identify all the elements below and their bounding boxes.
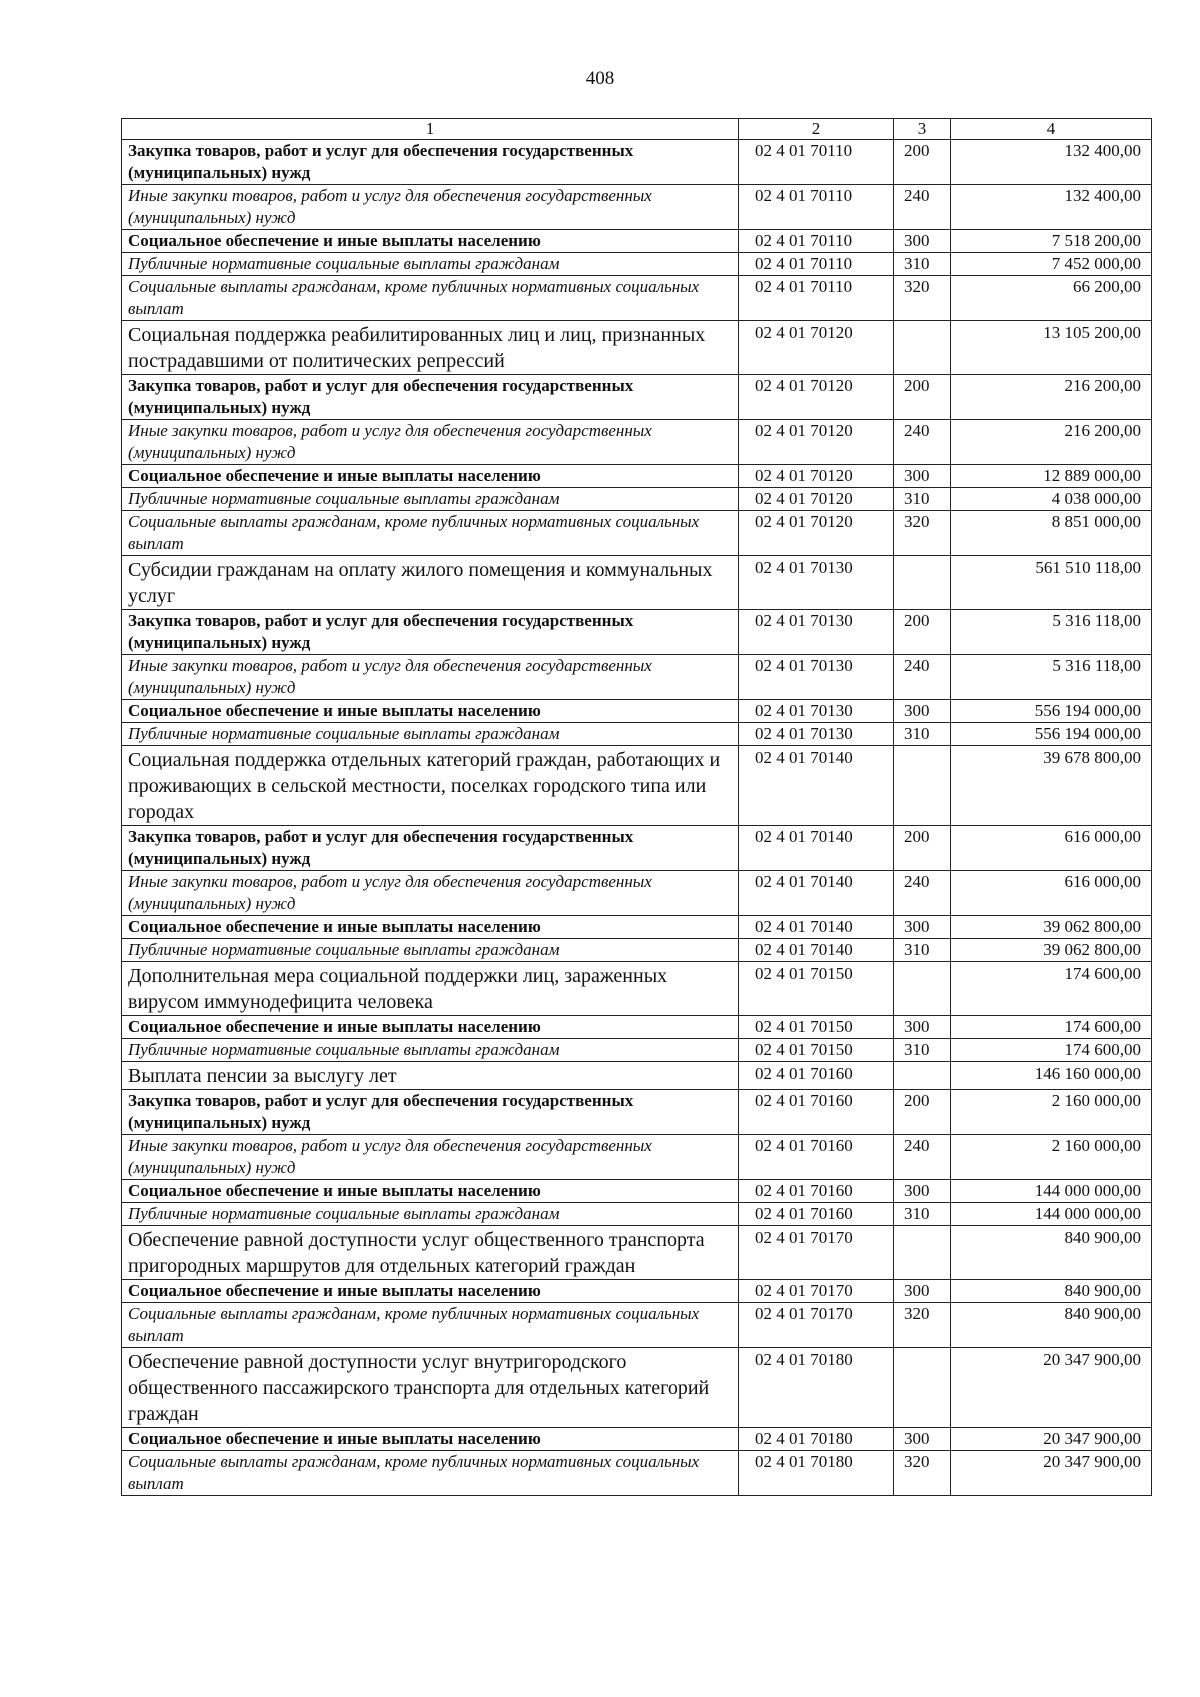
table-row xyxy=(122,1203,1152,1226)
page-number: 408 xyxy=(585,68,615,89)
row-code: 02 4 01 70140 xyxy=(739,939,894,962)
row-code: 02 4 01 70140 xyxy=(739,826,894,871)
table-row xyxy=(122,1135,1152,1180)
row-amount: 5 316 118,00 xyxy=(951,655,1152,700)
row-amount: 174 600,00 xyxy=(951,962,1152,1016)
row-amount: 8 851 000,00 xyxy=(951,511,1152,556)
row-code: 02 4 01 70130 xyxy=(739,700,894,723)
row-amount: 556 194 000,00 xyxy=(951,700,1152,723)
row-code: 02 4 01 70110 xyxy=(739,140,894,185)
row-amount: 39 062 800,00 xyxy=(951,916,1152,939)
row-name: Публичные нормативные социальные выплаты гражданам xyxy=(122,939,739,962)
row-code: 02 4 01 70130 xyxy=(739,556,894,610)
row-expense-type: 310 xyxy=(894,939,951,962)
table-row xyxy=(122,488,1152,511)
table-row xyxy=(122,746,1152,826)
row-code: 02 4 01 70110 xyxy=(739,230,894,253)
header-col-4: 4 xyxy=(951,119,1152,140)
row-expense-type: 300 xyxy=(894,700,951,723)
row-code: 02 4 01 70140 xyxy=(739,871,894,916)
row-code: 02 4 01 70110 xyxy=(739,253,894,276)
row-expense-type: 300 xyxy=(894,465,951,488)
row-amount: 20 347 900,00 xyxy=(951,1428,1152,1451)
row-expense-type: 320 xyxy=(894,276,951,321)
table-row xyxy=(122,1428,1152,1451)
row-amount: 216 200,00 xyxy=(951,375,1152,420)
row-name: Обеспечение равной доступности услуг внутригородского общественного пассажирского транспорта для отдельных категорий граждан xyxy=(122,1348,739,1428)
row-expense-type: 310 xyxy=(894,1039,951,1062)
row-name: Социальное обеспечение и иные выплаты населению xyxy=(122,1016,739,1039)
table-row xyxy=(122,962,1152,1016)
row-expense-type: 240 xyxy=(894,185,951,230)
row-name: Закупка товаров, работ и услуг для обеспечения государственных (муниципальных) нужд xyxy=(122,1090,739,1135)
row-amount: 174 600,00 xyxy=(951,1016,1152,1039)
table-row xyxy=(122,556,1152,610)
row-code: 02 4 01 70130 xyxy=(739,610,894,655)
row-name: Закупка товаров, работ и услуг для обеспечения государственных (муниципальных) нужд xyxy=(122,610,739,655)
table-row xyxy=(122,375,1152,420)
row-code: 02 4 01 70160 xyxy=(739,1180,894,1203)
row-name: Социальное обеспечение и иные выплаты населению xyxy=(122,465,739,488)
row-amount: 66 200,00 xyxy=(951,276,1152,321)
row-code: 02 4 01 70120 xyxy=(739,465,894,488)
row-expense-type: 240 xyxy=(894,1135,951,1180)
row-code: 02 4 01 70160 xyxy=(739,1090,894,1135)
row-expense-type: 310 xyxy=(894,723,951,746)
row-expense-type: 320 xyxy=(894,1303,951,1348)
row-code: 02 4 01 70140 xyxy=(739,746,894,826)
row-code: 02 4 01 70160 xyxy=(739,1203,894,1226)
row-amount: 616 000,00 xyxy=(951,871,1152,916)
row-expense-type xyxy=(894,1062,951,1090)
row-expense-type xyxy=(894,556,951,610)
table-row xyxy=(122,723,1152,746)
row-name: Публичные нормативные социальные выплаты гражданам xyxy=(122,488,739,511)
table-row xyxy=(122,276,1152,321)
row-code: 02 4 01 70170 xyxy=(739,1226,894,1280)
row-name: Дополнительная мера социальной поддержки лиц, зараженных вирусом иммунодефицита человека xyxy=(122,962,739,1016)
row-expense-type xyxy=(894,962,951,1016)
row-expense-type: 320 xyxy=(894,511,951,556)
row-name: Закупка товаров, работ и услуг для обеспечения государственных (муниципальных) нужд xyxy=(122,375,739,420)
table-row xyxy=(122,140,1152,185)
row-expense-type: 300 xyxy=(894,1428,951,1451)
row-expense-type: 200 xyxy=(894,140,951,185)
row-amount: 144 000 000,00 xyxy=(951,1203,1152,1226)
row-amount: 132 400,00 xyxy=(951,140,1152,185)
row-expense-type xyxy=(894,746,951,826)
row-name: Иные закупки товаров, работ и услуг для обеспечения государственных (муниципальных) нужд xyxy=(122,1135,739,1180)
row-expense-type: 320 xyxy=(894,1451,951,1496)
row-code: 02 4 01 70120 xyxy=(739,488,894,511)
row-expense-type: 310 xyxy=(894,1203,951,1226)
row-name: Иные закупки товаров, работ и услуг для обеспечения государственных (муниципальных) нужд xyxy=(122,420,739,465)
table-row xyxy=(122,1062,1152,1090)
row-name: Социальное обеспечение и иные выплаты населению xyxy=(122,1180,739,1203)
row-expense-type xyxy=(894,1348,951,1428)
row-name: Социальное обеспечение и иные выплаты населению xyxy=(122,1428,739,1451)
row-amount: 146 160 000,00 xyxy=(951,1062,1152,1090)
row-expense-type: 310 xyxy=(894,253,951,276)
row-name: Социальные выплаты гражданам, кроме публичных нормативных социальных выплат xyxy=(122,1303,739,1348)
header-col-3: 3 xyxy=(894,119,951,140)
row-amount: 4 038 000,00 xyxy=(951,488,1152,511)
row-code: 02 4 01 70120 xyxy=(739,511,894,556)
table-row xyxy=(122,1303,1152,1348)
row-name: Выплата пенсии за выслугу лет xyxy=(122,1062,739,1090)
table-row xyxy=(122,871,1152,916)
table-row xyxy=(122,511,1152,556)
row-code: 02 4 01 70150 xyxy=(739,1016,894,1039)
row-code: 02 4 01 70180 xyxy=(739,1451,894,1496)
row-expense-type: 310 xyxy=(894,488,951,511)
table-row xyxy=(122,230,1152,253)
row-name: Публичные нормативные социальные выплаты гражданам xyxy=(122,1203,739,1226)
table-row xyxy=(122,1039,1152,1062)
row-name: Социальная поддержка реабилитированных лиц и лиц, признанных пострадавшими от политических репрессий xyxy=(122,321,739,375)
row-expense-type: 300 xyxy=(894,1280,951,1303)
row-name: Закупка товаров, работ и услуг для обеспечения государственных (муниципальных) нужд xyxy=(122,826,739,871)
row-name: Социальная поддержка отдельных категорий граждан, работающих и проживающих в сельской местности, поселках городского типа или городах xyxy=(122,746,739,826)
row-name: Социальное обеспечение и иные выплаты населению xyxy=(122,1280,739,1303)
row-amount: 616 000,00 xyxy=(951,826,1152,871)
row-amount: 39 678 800,00 xyxy=(951,746,1152,826)
row-amount: 144 000 000,00 xyxy=(951,1180,1152,1203)
row-name: Публичные нормативные социальные выплаты гражданам xyxy=(122,1039,739,1062)
row-name: Социальные выплаты гражданам, кроме публичных нормативных социальных выплат xyxy=(122,276,739,321)
row-expense-type: 300 xyxy=(894,230,951,253)
row-code: 02 4 01 70170 xyxy=(739,1280,894,1303)
table-row xyxy=(122,700,1152,723)
table-row xyxy=(122,916,1152,939)
row-name: Социальное обеспечение и иные выплаты населению xyxy=(122,230,739,253)
row-amount: 7 452 000,00 xyxy=(951,253,1152,276)
row-name: Иные закупки товаров, работ и услуг для обеспечения государственных (муниципальных) нужд xyxy=(122,185,739,230)
table-row xyxy=(122,321,1152,375)
row-code: 02 4 01 70120 xyxy=(739,420,894,465)
row-code: 02 4 01 70160 xyxy=(739,1135,894,1180)
row-amount: 39 062 800,00 xyxy=(951,939,1152,962)
row-amount: 561 510 118,00 xyxy=(951,556,1152,610)
row-name: Иные закупки товаров, работ и услуг для обеспечения государственных (муниципальных) нужд xyxy=(122,655,739,700)
row-name: Публичные нормативные социальные выплаты гражданам xyxy=(122,723,739,746)
row-name: Социальные выплаты гражданам, кроме публичных нормативных социальных выплат xyxy=(122,1451,739,1496)
table-row xyxy=(122,1348,1152,1428)
table-row xyxy=(122,610,1152,655)
row-amount: 556 194 000,00 xyxy=(951,723,1152,746)
row-amount: 20 347 900,00 xyxy=(951,1451,1152,1496)
row-amount: 2 160 000,00 xyxy=(951,1090,1152,1135)
header-col-1: 1 xyxy=(122,119,739,140)
table-row xyxy=(122,1180,1152,1203)
row-expense-type: 240 xyxy=(894,655,951,700)
table-row xyxy=(122,826,1152,871)
row-name: Социальные выплаты гражданам, кроме публичных нормативных социальных выплат xyxy=(122,511,739,556)
row-expense-type xyxy=(894,1226,951,1280)
row-amount: 2 160 000,00 xyxy=(951,1135,1152,1180)
row-amount: 7 518 200,00 xyxy=(951,230,1152,253)
row-code: 02 4 01 70150 xyxy=(739,1039,894,1062)
table-row xyxy=(122,1451,1152,1496)
row-expense-type: 200 xyxy=(894,610,951,655)
row-expense-type: 200 xyxy=(894,826,951,871)
row-code: 02 4 01 70110 xyxy=(739,276,894,321)
budget-table xyxy=(121,118,1152,1496)
row-amount: 20 347 900,00 xyxy=(951,1348,1152,1428)
table-row xyxy=(122,655,1152,700)
table-row xyxy=(122,1090,1152,1135)
row-code: 02 4 01 70180 xyxy=(739,1428,894,1451)
row-code: 02 4 01 70120 xyxy=(739,375,894,420)
row-code: 02 4 01 70150 xyxy=(739,962,894,1016)
row-amount: 132 400,00 xyxy=(951,185,1152,230)
row-expense-type: 300 xyxy=(894,916,951,939)
row-name: Обеспечение равной доступности услуг общественного транспорта пригородных маршрутов для отдельных категорий граждан xyxy=(122,1226,739,1280)
table-row xyxy=(122,465,1152,488)
row-amount: 840 900,00 xyxy=(951,1226,1152,1280)
row-amount: 174 600,00 xyxy=(951,1039,1152,1062)
row-code: 02 4 01 70130 xyxy=(739,723,894,746)
row-expense-type: 200 xyxy=(894,375,951,420)
row-name: Иные закупки товаров, работ и услуг для обеспечения государственных (муниципальных) нужд xyxy=(122,871,739,916)
row-name: Социальное обеспечение и иные выплаты населению xyxy=(122,700,739,723)
header-col-2: 2 xyxy=(739,119,894,140)
header-row xyxy=(122,119,1152,140)
row-code: 02 4 01 70120 xyxy=(739,321,894,375)
row-expense-type: 300 xyxy=(894,1016,951,1039)
row-name: Социальное обеспечение и иные выплаты населению xyxy=(122,916,739,939)
row-code: 02 4 01 70160 xyxy=(739,1062,894,1090)
row-amount: 216 200,00 xyxy=(951,420,1152,465)
row-amount: 13 105 200,00 xyxy=(951,321,1152,375)
row-amount: 840 900,00 xyxy=(951,1280,1152,1303)
table-row xyxy=(122,420,1152,465)
table-row xyxy=(122,939,1152,962)
row-expense-type: 300 xyxy=(894,1180,951,1203)
table-row xyxy=(122,253,1152,276)
row-code: 02 4 01 70170 xyxy=(739,1303,894,1348)
row-name: Публичные нормативные социальные выплаты гражданам xyxy=(122,253,739,276)
row-amount: 840 900,00 xyxy=(951,1303,1152,1348)
row-code: 02 4 01 70110 xyxy=(739,185,894,230)
table-row xyxy=(122,1226,1152,1280)
row-code: 02 4 01 70180 xyxy=(739,1348,894,1428)
row-expense-type xyxy=(894,321,951,375)
table-row xyxy=(122,1280,1152,1303)
row-name: Субсидии гражданам на оплату жилого помещения и коммунальных услуг xyxy=(122,556,739,610)
table-body xyxy=(122,140,1152,1496)
row-amount: 5 316 118,00 xyxy=(951,610,1152,655)
row-amount: 12 889 000,00 xyxy=(951,465,1152,488)
table-row xyxy=(122,1016,1152,1039)
row-expense-type: 240 xyxy=(894,420,951,465)
row-name: Закупка товаров, работ и услуг для обеспечения государственных (муниципальных) нужд xyxy=(122,140,739,185)
table-row xyxy=(122,185,1152,230)
row-expense-type: 200 xyxy=(894,1090,951,1135)
row-code: 02 4 01 70140 xyxy=(739,916,894,939)
row-code: 02 4 01 70130 xyxy=(739,655,894,700)
row-expense-type: 240 xyxy=(894,871,951,916)
